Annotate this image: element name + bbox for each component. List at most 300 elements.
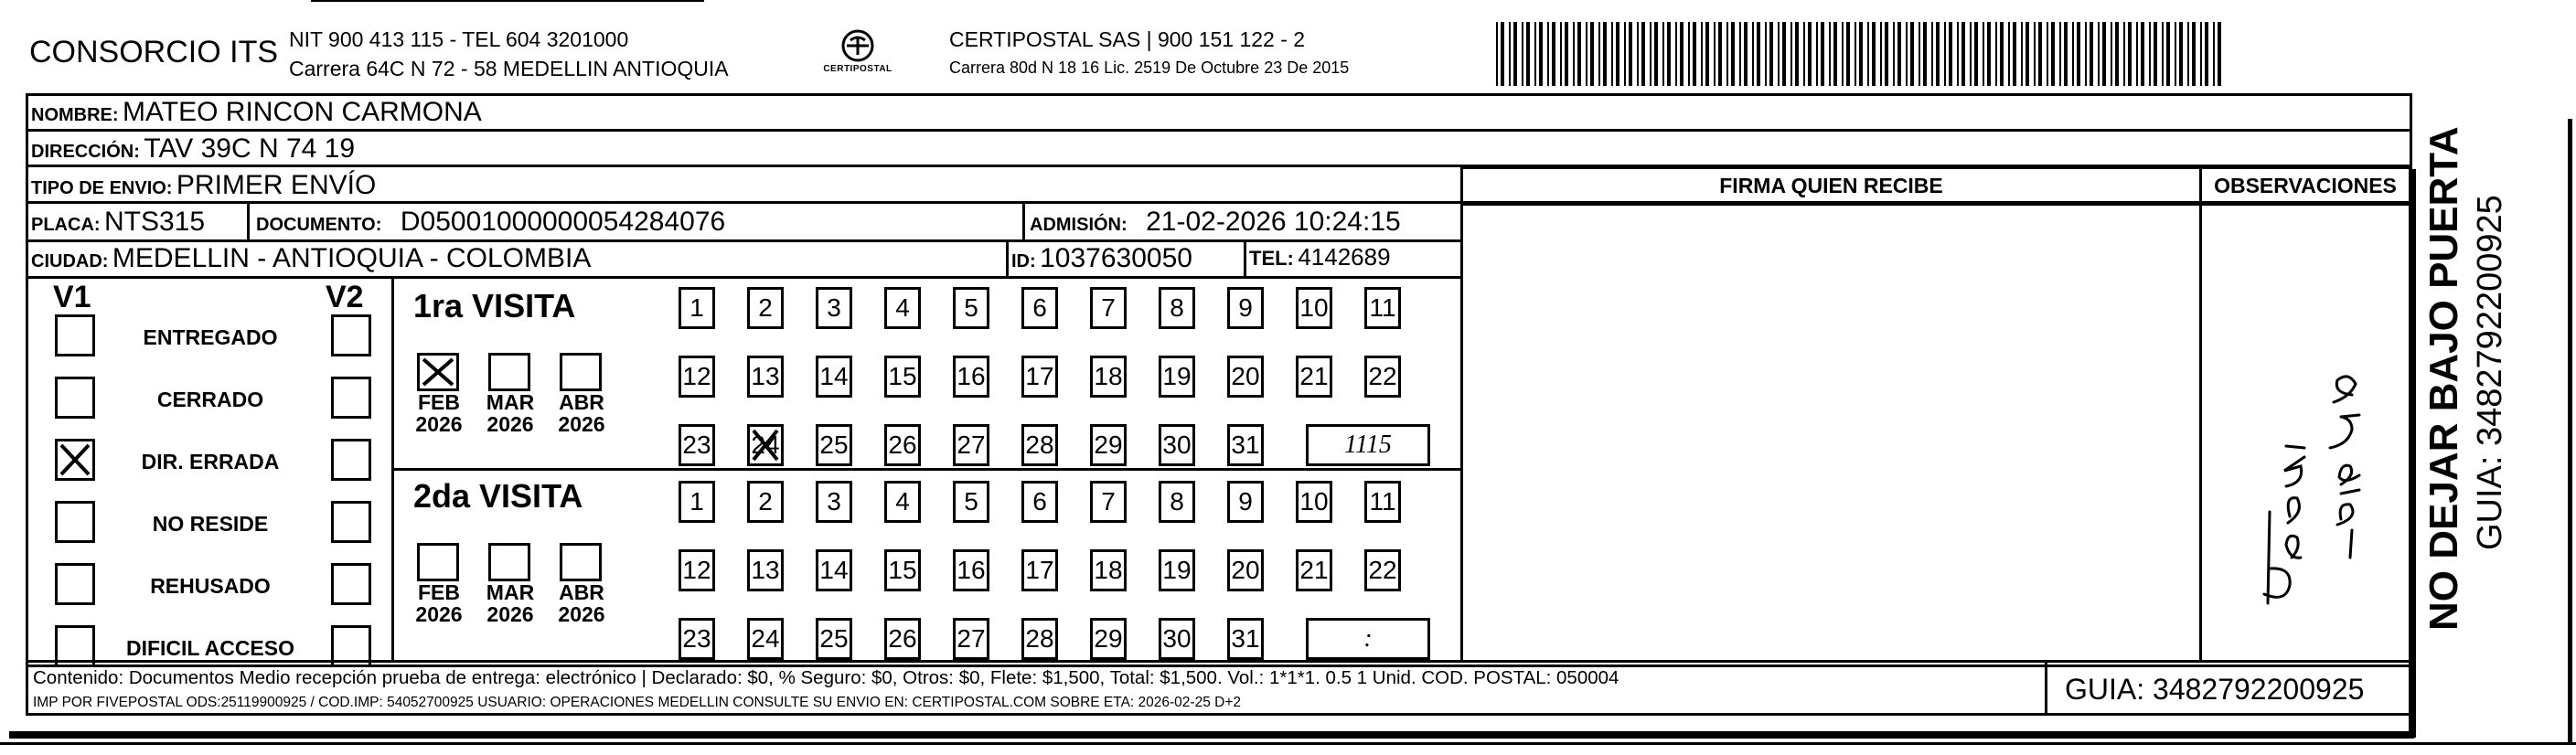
day-box[interactable] — [884, 356, 921, 398]
month-label: MAR — [486, 390, 535, 414]
day-box[interactable] — [1364, 287, 1401, 329]
month-label: ABR — [559, 580, 604, 604]
barcode-bar — [1961, 22, 1965, 86]
tel-label: TEL: — [1249, 247, 1294, 270]
day-box[interactable] — [953, 618, 989, 660]
day-box[interactable] — [816, 618, 852, 660]
day-box[interactable] — [816, 356, 852, 398]
day-number: 29 — [1094, 624, 1123, 653]
day-box[interactable] — [679, 618, 715, 660]
day-box[interactable] — [747, 618, 784, 660]
month-year-label: 2026 — [486, 602, 534, 626]
barcode-bar — [1560, 22, 1562, 86]
day-box[interactable] — [1159, 356, 1195, 398]
id-label: ID: — [1011, 251, 1036, 271]
barcode-bar — [1923, 22, 1927, 86]
status-option-label: ENTREGADO — [143, 325, 278, 349]
day-box[interactable] — [1021, 481, 1058, 523]
day-box[interactable] — [747, 481, 784, 523]
barcode-bar — [1910, 22, 1914, 86]
day-number: 19 — [1162, 362, 1192, 390]
barcode-bar — [1970, 22, 1972, 86]
day-box[interactable] — [816, 481, 852, 523]
day-box[interactable] — [1090, 549, 1127, 591]
barcode-bar — [1765, 22, 1767, 86]
barcode-image — [1496, 22, 2228, 86]
barcode-bar — [1739, 22, 1741, 86]
barcode-bar — [1790, 22, 1792, 86]
day-number: 16 — [957, 556, 986, 584]
barcode-bar — [1577, 22, 1581, 86]
barcode-bar — [1816, 22, 1818, 86]
barcode-bar — [2034, 22, 2036, 86]
name-label: NOMBRE: — [31, 105, 119, 125]
logo-text: CERTIPOSTAL — [823, 64, 893, 74]
barcode-bar — [2141, 22, 2144, 86]
day-number: 22 — [1368, 362, 1397, 390]
day-number: 18 — [1094, 362, 1123, 390]
month-label: FEB — [418, 390, 460, 414]
barcode-bar — [1547, 22, 1549, 86]
day-number: 21 — [1299, 556, 1329, 584]
month-year-label: 2026 — [558, 412, 605, 436]
month-checkbox[interactable] — [560, 543, 602, 581]
barcode-bar — [1662, 22, 1664, 86]
day-number: 15 — [888, 556, 917, 584]
barcode-bar — [2059, 22, 2061, 86]
barcode-bar — [1829, 22, 1831, 86]
day-box[interactable] — [884, 287, 921, 329]
month-label: ABR — [559, 390, 604, 414]
day-box[interactable] — [747, 549, 784, 591]
day-box[interactable] — [1227, 549, 1264, 591]
day-number: 12 — [682, 362, 711, 390]
day-box[interactable] — [747, 424, 784, 466]
barcode-bar — [1867, 22, 1869, 86]
day-number: 25 — [819, 431, 849, 459]
barcode-bar — [1624, 22, 1626, 86]
barcode-bar — [1629, 22, 1632, 86]
day-number: 6 — [1032, 293, 1047, 322]
barcode-bar — [2136, 22, 2138, 86]
barcode-bar — [2128, 22, 2132, 86]
v1-checkbox[interactable] — [55, 439, 95, 481]
day-number: 6 — [1032, 487, 1047, 516]
checkmark-x-icon — [750, 427, 781, 463]
barcode-bar — [1573, 22, 1575, 86]
month-year-label: 2026 — [415, 602, 463, 626]
day-box[interactable] — [1364, 356, 1401, 398]
day-number: 10 — [1299, 293, 1329, 322]
day-box[interactable] — [1227, 287, 1264, 329]
day-box[interactable] — [1090, 287, 1127, 329]
city-label: CIUDAD: — [31, 251, 109, 271]
barcode-bar — [2175, 22, 2176, 86]
day-box[interactable] — [1296, 481, 1332, 523]
barcode-bar — [2179, 22, 2183, 86]
recipient-name: MATEO RINCON CARMONA — [123, 97, 482, 127]
barcode-bar — [2047, 22, 2048, 86]
day-box[interactable] — [1021, 424, 1058, 466]
day-number: 4 — [895, 487, 910, 516]
status-option-label: NO RESIDE — [152, 512, 269, 536]
v1-checkbox[interactable] — [55, 625, 95, 667]
certipostal-logo — [812, 26, 903, 80]
tel-value: 4142689 — [1298, 243, 1391, 271]
barcode-bar — [2205, 22, 2208, 86]
day-number: 30 — [1162, 431, 1192, 459]
day-box[interactable] — [884, 481, 921, 523]
v2-checkbox[interactable] — [331, 439, 371, 481]
day-number: 13 — [751, 556, 780, 584]
barcode-bar — [1565, 22, 1568, 86]
barcode-bar — [1931, 22, 1933, 86]
barcode-bar — [1936, 22, 1940, 86]
day-number: 4 — [895, 293, 910, 322]
city-cell — [31, 243, 591, 274]
time-box[interactable] — [1306, 618, 1430, 660]
day-number: 7 — [1101, 487, 1116, 516]
day-number: 21 — [1299, 362, 1329, 390]
barcode-bar — [2008, 22, 2010, 86]
barcode-bar — [1752, 22, 1754, 86]
footer-print-line: IMP POR FIVEPOSTAL ODS:25119900925 / COD.IMP: 54052700925 USUARIO: OPERACIONES MEDELLIN CONSULTE SU ENVIO EN: CERTIPOSTAL.COM SOBRE ETA: 2026-02-25 D+2 — [33, 695, 1241, 710]
observations-handwriting — [2213, 329, 2396, 622]
day-box[interactable] — [816, 549, 852, 591]
day-number: 24 — [751, 431, 780, 459]
visit1-title: 1ra VISITA — [413, 287, 576, 324]
barcode-bar — [1906, 22, 1908, 86]
day-number: 8 — [1170, 487, 1184, 516]
barcode-bar — [1846, 22, 1850, 86]
id-cell — [1011, 243, 1192, 274]
day-box[interactable] — [1159, 287, 1195, 329]
observations-column-divider — [2199, 166, 2202, 662]
company-info-line2: Carrera 64C N 72 - 58 MEDELLIN ANTIOQUIA — [289, 57, 729, 80]
document-label: DOCUMENTO: — [256, 215, 382, 235]
day-number: 9 — [1238, 293, 1253, 322]
day-box[interactable] — [816, 424, 852, 466]
barcode-bar — [1885, 22, 1888, 86]
day-number: 9 — [1238, 487, 1253, 516]
barcode-bar — [2077, 22, 2080, 86]
barcode-bar — [1897, 22, 1901, 86]
day-box[interactable] — [1090, 481, 1127, 523]
month-year-label: 2026 — [415, 412, 463, 436]
day-number: 7 — [1101, 293, 1116, 322]
barcode-bar — [1616, 22, 1619, 86]
day-number: 19 — [1162, 556, 1192, 584]
barcode-bar — [1667, 22, 1671, 86]
barcode-bar — [1539, 22, 1543, 86]
day-box[interactable] — [679, 287, 715, 329]
barcode-bar — [1833, 22, 1837, 86]
barcode-bar — [1611, 22, 1613, 86]
day-number: 2 — [758, 487, 773, 516]
status-option-label: CERRADO — [156, 388, 264, 411]
address-label: DIRECCIÓN: — [31, 142, 140, 162]
month-label: FEB — [418, 580, 460, 604]
barcode-bar — [1534, 22, 1536, 86]
day-box[interactable] — [1159, 481, 1195, 523]
day-box[interactable] — [1090, 618, 1127, 660]
day-box[interactable] — [953, 481, 989, 523]
day-number: 14 — [819, 362, 849, 390]
day-box[interactable] — [884, 549, 921, 591]
v2-checkbox[interactable] — [331, 625, 371, 667]
barcode-bar — [1944, 22, 1946, 86]
shipping-type-label: TIPO DE ENVIO: — [31, 178, 173, 198]
barcode-bar — [1842, 22, 1844, 86]
day-box[interactable] — [1364, 481, 1401, 523]
barcode-bar — [2123, 22, 2125, 86]
day-number: 20 — [1231, 362, 1260, 390]
barcode-bar — [1987, 22, 1991, 86]
barcode-bar — [1731, 22, 1735, 86]
top-edge-line — [311, 0, 704, 2]
day-number: 27 — [957, 624, 986, 653]
day-box[interactable] — [1296, 356, 1332, 398]
barcode-bar — [2166, 22, 2170, 86]
signature-column-divider — [1460, 166, 1463, 662]
v2-checkbox[interactable] — [331, 501, 371, 543]
day-box[interactable] — [1296, 287, 1332, 329]
day-box[interactable] — [884, 424, 921, 466]
month-checkbox[interactable] — [488, 353, 530, 391]
handwriting-image — [2213, 329, 2396, 622]
day-box[interactable] — [953, 424, 989, 466]
company-info-line1: NIT 900 413 115 - TEL 604 3201000 — [289, 27, 629, 51]
day-box[interactable] — [953, 549, 989, 591]
barcode-bar — [1598, 22, 1600, 86]
v1-checkbox[interactable] — [55, 377, 95, 419]
day-box[interactable] — [1021, 356, 1058, 398]
day-box[interactable] — [1159, 618, 1195, 660]
barcode-bar — [1513, 22, 1517, 86]
barcode-bar — [2021, 22, 2023, 86]
status-option-label: DIR. ERRADA — [141, 450, 280, 473]
barcode-bar — [2218, 22, 2221, 86]
barcode-bar — [1603, 22, 1607, 86]
day-box[interactable] — [1227, 618, 1264, 660]
barcode-bar — [1675, 22, 1677, 86]
barcode-bar — [1526, 22, 1530, 86]
day-box[interactable] — [1090, 424, 1127, 466]
visit-time: 1115 — [1344, 431, 1392, 459]
day-number: 5 — [964, 487, 978, 516]
document-cell — [256, 207, 725, 238]
barcode-bar — [1808, 22, 1812, 86]
month-year-label: 2026 — [486, 412, 534, 436]
carrier-info-line1: CERTIPOSTAL SAS | 900 151 122 - 2 — [949, 27, 1306, 51]
day-number: 29 — [1094, 431, 1123, 459]
barcode-bar — [2038, 22, 2042, 86]
barcode-bar — [2115, 22, 2119, 86]
day-box[interactable] — [1021, 287, 1058, 329]
shipping-type: PRIMER ENVÍO — [176, 170, 377, 200]
bottom-shadow — [9, 731, 2414, 739]
day-number: 24 — [751, 624, 780, 653]
month-checkbox[interactable] — [560, 353, 602, 391]
barcode-bar — [1590, 22, 1594, 86]
day-number: 26 — [888, 624, 917, 653]
barcode-bar — [2013, 22, 2016, 86]
day-number: 2 — [758, 293, 773, 322]
barcode-bar — [1995, 22, 1997, 86]
day-box[interactable] — [679, 549, 715, 591]
barcode-bar — [2098, 22, 2100, 86]
day-number: 20 — [1231, 556, 1260, 584]
barcode-bar — [2085, 22, 2087, 86]
signature-header: FIRMA QUIEN RECIBE — [1719, 174, 1943, 197]
day-box[interactable] — [679, 356, 715, 398]
month-year-label: 2026 — [558, 602, 605, 626]
day-number: 26 — [888, 431, 917, 459]
barcode-bar — [1880, 22, 1882, 86]
day-box[interactable] — [1159, 424, 1195, 466]
barcode-bar — [1637, 22, 1639, 86]
barcode-bar — [1552, 22, 1555, 86]
day-number: 11 — [1369, 293, 1396, 322]
barcode-bar — [1496, 22, 1498, 86]
visit-time: : — [1363, 624, 1373, 653]
barcode-bar — [1705, 22, 1709, 86]
day-number: 17 — [1025, 362, 1054, 390]
barcode-bar — [2149, 22, 2151, 86]
day-number: 10 — [1299, 487, 1329, 516]
name-row — [31, 97, 482, 128]
barcode-bar — [1757, 22, 1760, 86]
barcode-bar — [1718, 22, 1722, 86]
barcode-bar — [1782, 22, 1786, 86]
month-checkbox[interactable] — [417, 543, 459, 581]
right-edge-line — [2568, 119, 2572, 744]
id-value: 1037630050 — [1040, 243, 1192, 273]
time-box[interactable] — [1306, 424, 1430, 466]
day-box[interactable] — [747, 287, 784, 329]
shipping-type-row — [31, 170, 376, 201]
tel-cell — [1249, 243, 1391, 271]
side-guia: GUIA: 3482792200925 — [2471, 195, 2509, 550]
side-no-dejar: NO DEJAR BAJO PUERTA — [2421, 126, 2466, 631]
barcode-bar — [1795, 22, 1799, 86]
day-number: 17 — [1025, 556, 1054, 584]
day-box[interactable] — [679, 481, 715, 523]
barcode-bar — [1769, 22, 1773, 86]
barcode-bar — [2154, 22, 2157, 86]
month-checkbox[interactable] — [488, 543, 530, 581]
barcode-bar — [1949, 22, 1952, 86]
barcode-bar — [1680, 22, 1683, 86]
barcode-bar — [1501, 22, 1504, 86]
day-number: 14 — [819, 556, 849, 584]
day-box[interactable] — [1090, 356, 1127, 398]
company-name: CONSORCIO ITS — [29, 35, 279, 69]
day-box[interactable] — [1021, 618, 1058, 660]
day-box[interactable] — [1227, 481, 1264, 523]
barcode-bar — [1509, 22, 1511, 86]
day-number: 8 — [1170, 293, 1184, 322]
v1-checkbox[interactable] — [55, 501, 95, 543]
barcode-bar — [2090, 22, 2093, 86]
day-number: 28 — [1025, 431, 1054, 459]
v2-checkbox[interactable] — [331, 314, 371, 356]
barcode-bar — [2192, 22, 2196, 86]
v2-checkbox[interactable] — [331, 563, 371, 605]
day-number: 1 — [689, 487, 704, 516]
barcode-bar — [2111, 22, 2112, 86]
barcode-bar — [1714, 22, 1716, 86]
footer-contents-line: Contenido: Documentos Medio recepción prueba de entrega: electrónico | Declarado: $0, % Seguro: $0, Otros: $0, Flete: $1,500, Total: $1,500. Vol.: 1*1*1. 0.5 1 Unid. COD. POSTAL: 050004 — [33, 667, 1619, 688]
day-box[interactable] — [747, 356, 784, 398]
checkmark-x-icon — [58, 441, 92, 478]
barcode-bar — [1726, 22, 1728, 86]
day-box[interactable] — [1364, 549, 1401, 591]
barcode-bar — [1654, 22, 1658, 86]
day-box[interactable] — [816, 287, 852, 329]
barcode-bar — [2000, 22, 2004, 86]
barcode-bar — [2213, 22, 2215, 86]
barcode-bar — [1872, 22, 1876, 86]
day-box[interactable] — [953, 356, 989, 398]
day-box[interactable] — [1159, 549, 1195, 591]
month-checkbox[interactable] — [417, 353, 459, 391]
footer-guia: GUIA: 3482792200925 — [2065, 673, 2365, 706]
day-box[interactable] — [679, 424, 715, 466]
day-number: 25 — [819, 624, 849, 653]
barcode-bar — [1821, 22, 1824, 86]
day-box[interactable] — [1296, 549, 1332, 591]
barcode-bar — [1859, 22, 1863, 86]
day-box[interactable] — [884, 618, 921, 660]
day-number: 30 — [1162, 624, 1192, 653]
barcode-bar — [1641, 22, 1645, 86]
day-number: 12 — [682, 556, 711, 584]
bottom-edge-line — [0, 742, 2576, 745]
document-value: D05001000000054284076 — [400, 207, 726, 237]
v1-checkbox[interactable] — [55, 314, 95, 356]
day-box[interactable] — [953, 287, 989, 329]
barcode-bar — [2026, 22, 2029, 86]
barcode-bar — [1688, 22, 1690, 86]
barcode-bar — [2064, 22, 2068, 86]
barcode-bar — [2051, 22, 2055, 86]
day-number: 15 — [888, 362, 917, 390]
day-box[interactable] — [1227, 356, 1264, 398]
day-box[interactable] — [1021, 549, 1058, 591]
day-box[interactable] — [1227, 424, 1264, 466]
barcode-bar — [1855, 22, 1856, 86]
visit2-title: 2da VISITA — [413, 477, 583, 515]
day-number: 18 — [1094, 556, 1123, 584]
barcode-bar — [1983, 22, 1984, 86]
city-value: MEDELLIN - ANTIOQUIA - COLOMBIA — [112, 243, 592, 273]
barcode-bar — [1522, 22, 1523, 86]
v2-checkbox[interactable] — [331, 377, 371, 419]
v1-checkbox[interactable] — [55, 563, 95, 605]
day-number: 3 — [827, 293, 841, 322]
day-number: 23 — [682, 431, 711, 459]
carrier-info-line2: Carrera 80d N 18 16 Lic. 2519 De Octubre 23 De 2015 — [949, 58, 1350, 77]
barcode-bar — [1586, 22, 1587, 86]
day-number: 27 — [957, 431, 986, 459]
barcode-bar — [2200, 22, 2202, 86]
barcode — [1496, 22, 2228, 86]
barcode-bar — [2162, 22, 2164, 86]
barcode-bar — [1693, 22, 1696, 86]
day-number: 22 — [1368, 556, 1397, 584]
day-number: 16 — [957, 362, 986, 390]
